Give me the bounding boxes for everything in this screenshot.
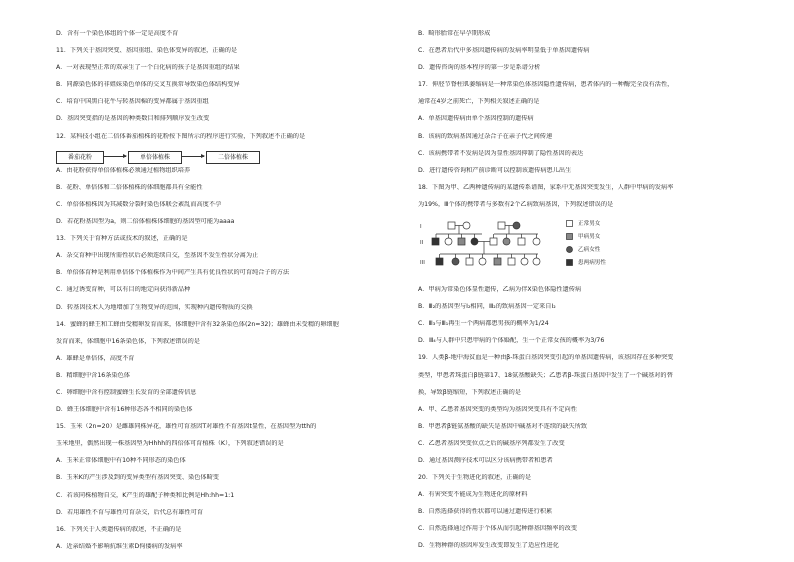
option-line: B．同源染色体的非姐妹染色单体的交叉互换常导致染色体结构变异 (56, 81, 240, 89)
pedigree-male (498, 222, 505, 229)
option-line: A．单基因遗传病由单个基因控制的遗传病 (418, 115, 534, 123)
text-line: 发育而来，体细胞中16条染色体，下列叙述错误的是 (56, 337, 200, 345)
option-line: C．若该同株植物自交，K产生的雄配子种类和比例是Hh:hh=1:1 (56, 491, 235, 499)
option-line: B．甲患者β链氨基酸的缺失是基因中碱基对不连续的缺失所致 (418, 422, 588, 430)
question-19: 19．人类β-地中海贫血是一种由β-珠蛋白基因突变引起的单基因遗传病，该基因存在多种突变 (418, 354, 674, 362)
option-line: D．遗传咨询的基本程序的第一步是系谱分析 (418, 64, 541, 72)
pedigree-chart (418, 218, 758, 286)
pedigree-affected-female (503, 238, 510, 245)
option-line: A．由花粉获得单倍体植株必须通过植物组织培养 (56, 166, 191, 174)
question-16: 16．下列关于人类遗传病的叙述，不正确的是 (56, 525, 182, 533)
option-line: D．转基因技术人为地增加了生物变异的范围，实现种内遗传物质的交换 (56, 303, 253, 311)
option-line: A．玉米正常体细胞中有10种不同形态的染色体 (56, 457, 186, 465)
legend-both-diseases-icon (566, 259, 573, 266)
option-line: D．生物种群的基因库发生改变即发生了适应性进化 (418, 542, 559, 550)
question-15: 15．玉米（2n=20）是雌雄同株异花，雄性可育基因T对雄性不育基因t显性，在基因型为tth的 (56, 423, 317, 431)
option-line: B．单倍体育种是利用单倍体个体植株作为中间产生具有优良性状的可育纯合子的方法 (56, 269, 290, 277)
text-line: 通常在4岁之前死亡，下列相关叙述正确的是 (418, 98, 540, 106)
pedigree-affected-male (436, 258, 443, 265)
question-11: 11．下列关于基因突变、基因重组、染色体变异的叙述，正确的是 (56, 47, 238, 55)
pedigree-affected-female (513, 222, 520, 229)
legend-label: 患两病男性 (578, 260, 606, 267)
pedigree-affected-female (452, 258, 459, 265)
legend-normal-icon (566, 220, 573, 227)
legend-label: 甲病男女 (578, 234, 601, 241)
option-line: A．甲病为常染色体显性遗传，乙病为伴X染色体隐性遗传病 (418, 286, 582, 294)
option-line: D．进行遗传咨询和产前诊断可以控制该遗传病患儿出生 (418, 166, 572, 174)
legend-disease-a-icon (566, 233, 573, 240)
flow-arrow (104, 156, 126, 157)
pedigree-male (466, 258, 473, 265)
option-line: A．近亲结婚不影响抗维生素D佝偻病的发病率 (56, 542, 183, 550)
option-line: C．自然选择通过作用于个体从而引起种群基因频率的改变 (418, 525, 578, 533)
option-line: D．Ⅲ₄与人群中只患甲病的个体婚配，生一个正常女孩的概率为3/76 (418, 337, 605, 345)
pedigree-affected-female (471, 238, 478, 245)
pedigree-female (533, 238, 540, 245)
option-line: B．玉米K的产生涉及到的变异类型有基因突变、染色体畸变 (56, 474, 219, 482)
question-14: 14．蜜蜂的蜂王和工蜂由受精卵发育而来，体细胞中含有32条染色体(2n=32)；雄蜂由未受精的卵细胞 (56, 320, 339, 328)
question-20: 20．下列关于生物进化的叙述，正确的是 (418, 474, 532, 482)
text-line: D．含有一个染色体组的个体一定是高度不育 (56, 30, 179, 37)
question-12: 12．某科技小组在二倍体番茄植株的花粉按下图所示的程序进行实验，下列叙述不正确的是 (56, 132, 306, 140)
pedigree-male (518, 238, 525, 245)
option-line: D．若花粉基因型为a，则二倍体植株体细胞的基因型可能为aaaa (56, 218, 235, 226)
option-line: B．花粉、单倍体和二倍体植株的体细胞都具有全能性 (56, 183, 203, 191)
question-17: 17．伸胫节脊柱肌萎缩病是一种常染色体基因隐性遗传病，患者体内的一种酶完全没有活性， (418, 81, 674, 89)
flow-box-haploid: 单倍体植株 (128, 151, 182, 164)
pedigree-affected-male (458, 238, 465, 245)
pedigree-affected-male (494, 258, 501, 265)
legend-disease-b-icon (566, 246, 573, 253)
option-line: C．Ⅲ₃与Ⅲ₁再生一个两病都患男孩的概率为1/24 (418, 320, 549, 328)
option-line: C．培育中国黑白花牛与转基因棉的变异都属于基因重组 (56, 98, 209, 106)
flowchart (56, 150, 396, 167)
option-line: B．畸形胎常在早孕期形成 (418, 30, 491, 37)
pedigree-male (508, 258, 515, 265)
option-line: D．若用雄性不育与雄性可育杂交，后代总有雄性可育 (56, 508, 204, 516)
flow-arrow (182, 156, 204, 157)
option-line: C．在患者后代中多基因遗传病的发病率明显低于单基因遗传病 (418, 47, 590, 55)
option-line: A．有害突变不能成为生物进化的原材料 (418, 491, 528, 499)
legend-label: 正常男女 (578, 221, 601, 228)
pedigree-female (479, 258, 486, 265)
text-line: 换，导致β链缩短，下列叙述正确的是 (418, 388, 521, 396)
option-line: B．精细胞中含16条染色体 (56, 371, 130, 379)
option-line: C．乙患者基因突变位点之后的碱基序列都发生了改变 (418, 439, 565, 447)
flow-box-diploid: 二倍体植株 (206, 151, 260, 164)
option-line: C．卵细胞中含有控制蜜蜂生长发育的全部遗传信息 (56, 388, 197, 396)
option-line: A．甲、乙患者基因突变的类型均为基因突变具有不定向性 (418, 405, 577, 413)
option-line: A．杂交育种中出现所需性状后必须连续自交，至基因不发生性状分离为止 (56, 252, 259, 260)
question-18: 18．下图为甲、乙两种遗传病的某遗传系谱图，家系中无基因突变发生，人群中甲病的发病率 (418, 183, 674, 191)
option-line: A．雄蜂是单倍体，高度不育 (56, 354, 135, 362)
option-line: D．基因突变指的是基因的种类数目和排列顺序发生改变 (56, 115, 210, 123)
generation-label: I (420, 224, 422, 231)
text-line: 为19%，Ⅲ个体的携带者与多数有2个乙病致病基因，下列叙述错误的是 (418, 200, 614, 208)
pedigree-male (448, 222, 455, 229)
generation-label: II (420, 240, 424, 247)
question-13: 13．下列关于育种方法或技术的叙述，正确的是 (56, 235, 188, 243)
option-line: D．蜂王体细胞中含有16种形态各不相同的染色体 (56, 406, 193, 414)
option-line: B．该病的致病基因通过杂合子在亲子代之间传递 (418, 132, 553, 140)
pedigree-female (533, 258, 540, 265)
pedigree-female (445, 238, 452, 245)
option-line: D．通过基因测序技术可以区分该病携带者和患者 (418, 456, 553, 464)
pedigree-affected-male (432, 238, 439, 245)
text-line: 类型，甲患者珠蛋白β链第17、18氨基酸缺失；乙患者β-珠蛋白基因中发生了一个碱基对的替 (418, 371, 673, 379)
pedigree-diagram (418, 218, 563, 286)
flow-box-pollen: 番茄花粉 (56, 151, 104, 164)
legend-label: 乙病女性 (578, 247, 601, 254)
generation-label: III (420, 260, 425, 267)
pedigree-male (490, 238, 497, 245)
option-line: A．一对表现型正常的双亲生了一个白化病的孩子是基因重组的结果 (56, 64, 240, 72)
right-column (418, 30, 758, 560)
option-line: C．单倍体植株因为其减数分裂时染色体联会紊乱而高度不孕 (56, 200, 222, 208)
left-column (56, 30, 396, 560)
text-line: 玉米地里，偶然出现一株基因型为Hhhh的四倍体可育植株（K），下列叙述错误的是 (56, 440, 284, 448)
option-line: B．Ⅲ₂的基因型与Ⅰ₂相同，Ⅲ₂的致病基因一定来自Ⅰ₂ (418, 303, 556, 311)
pedigree-female (463, 222, 470, 229)
option-line: C．该病携带者不发病是因为显性基因抑制了隐性基因的表达 (418, 149, 584, 157)
option-line: B．自然选择获得的性状都可以通过遗传进行积累 (418, 508, 553, 516)
pedigree-female (521, 258, 528, 265)
option-line: C．通过诱变育种，可以有目的地定向获得新品种 (56, 286, 191, 294)
